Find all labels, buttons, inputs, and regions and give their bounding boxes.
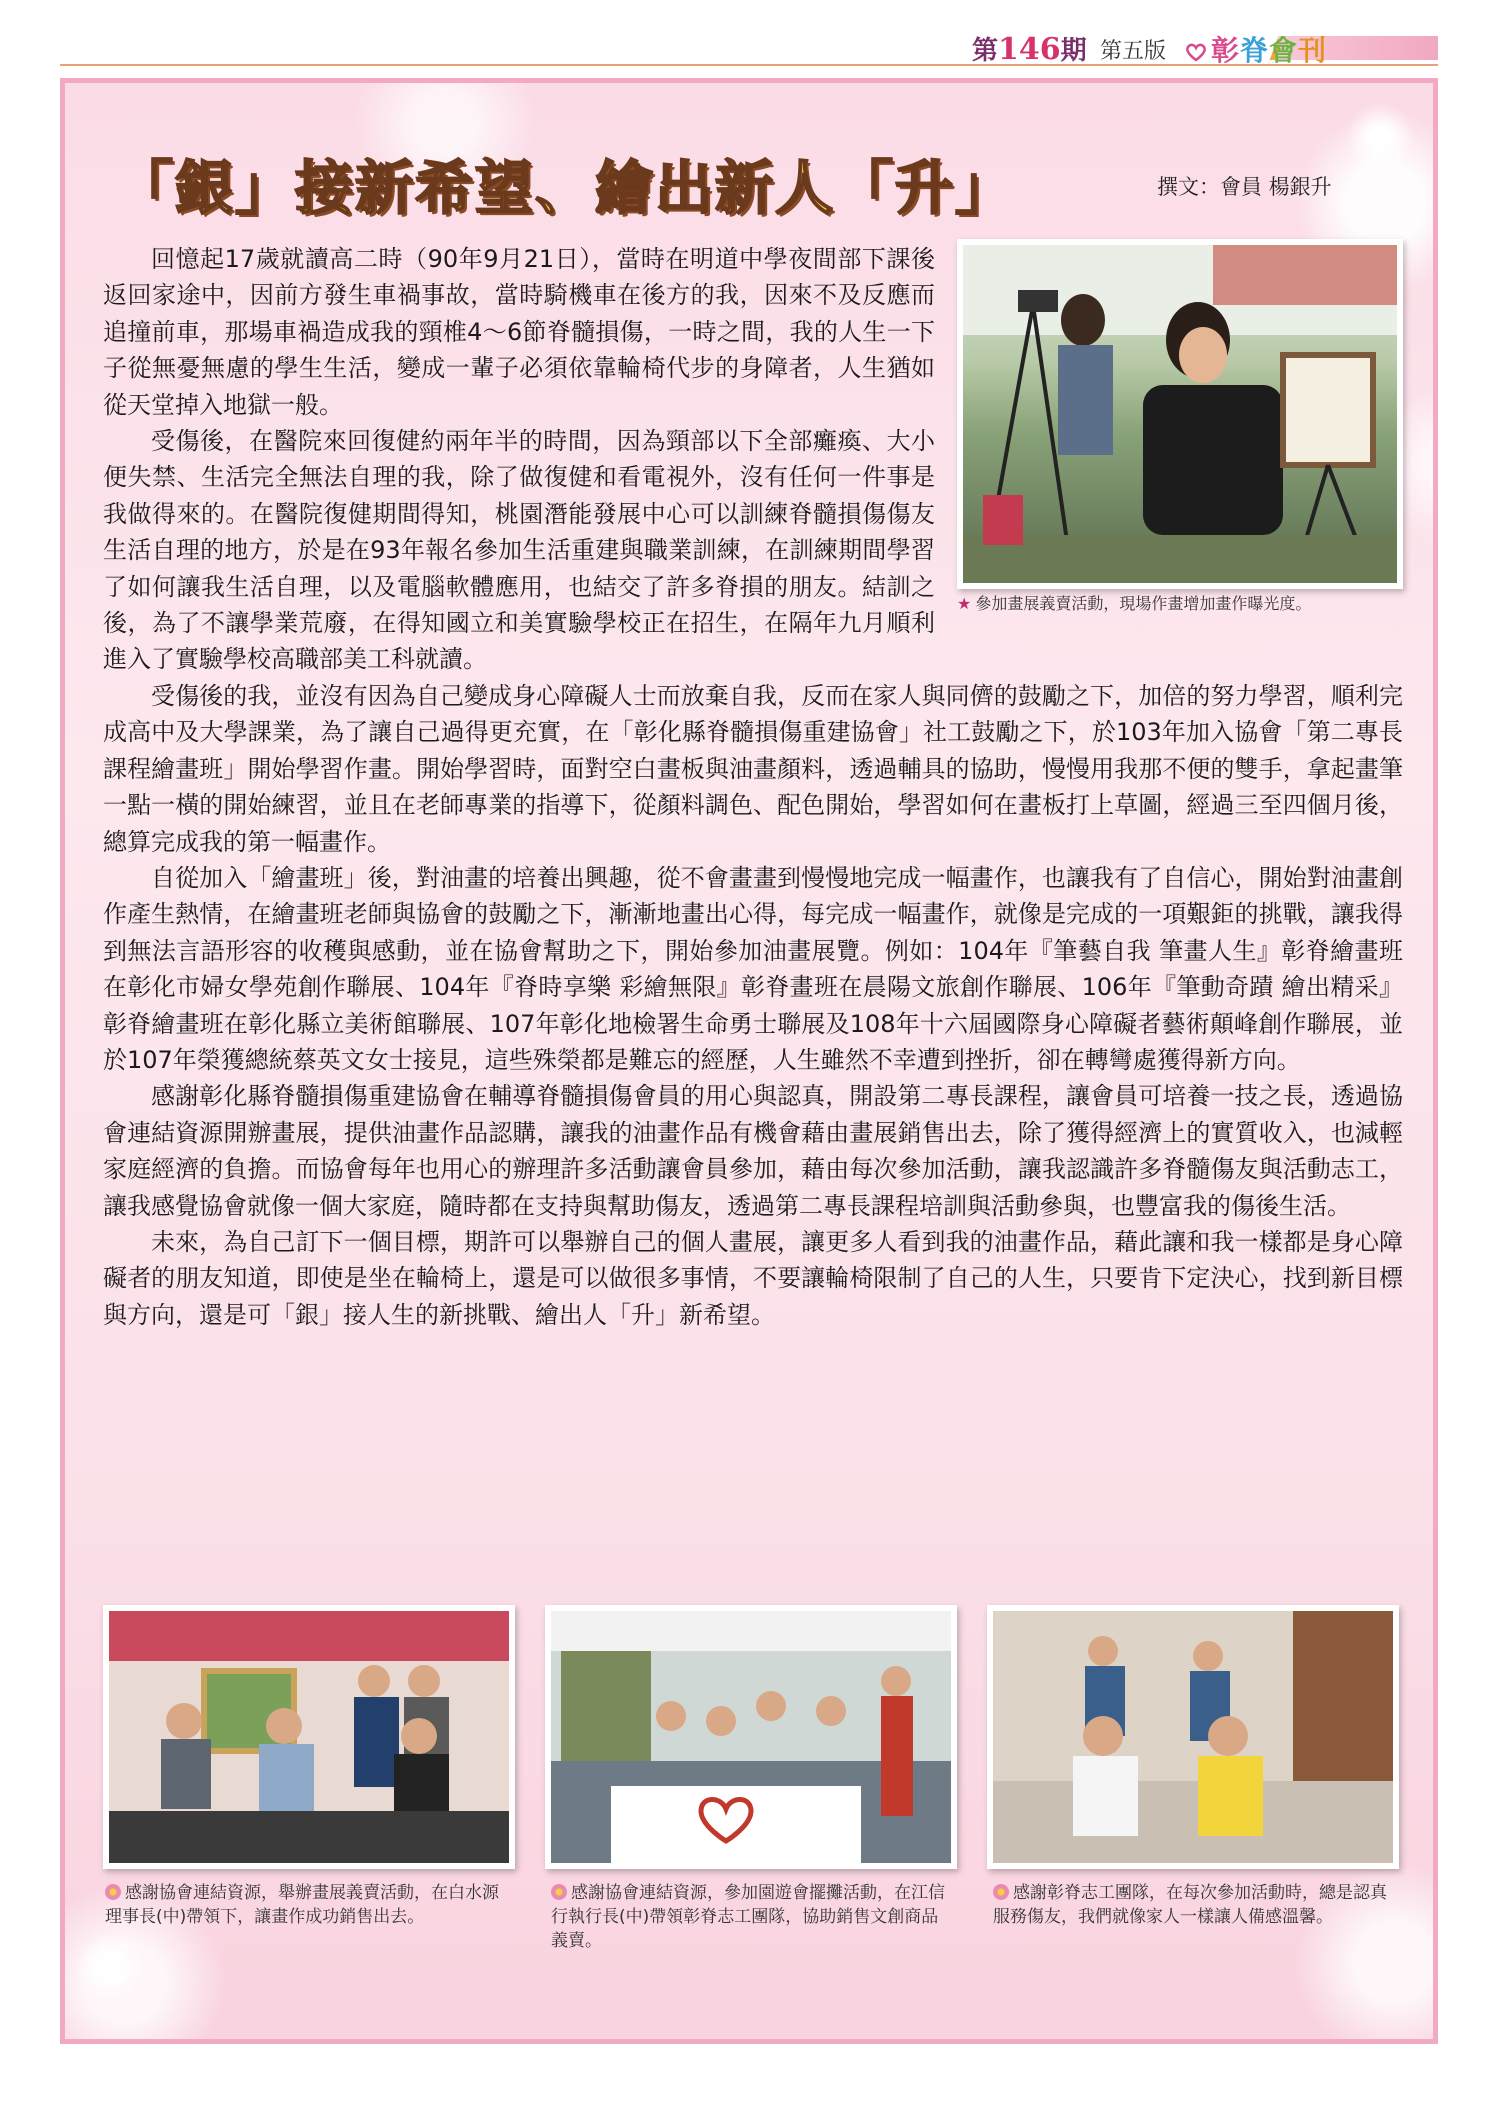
main-photo-caption: [957, 593, 1403, 615]
bottom-caption-1-text: 感謝協會連結資源，舉辦畫展義賣活動，在白水源理事長(中)帶領下，讓畫作成功銷售出去。: [105, 1883, 499, 1927]
article-byline: 撰文：會員 楊銀升: [1157, 175, 1332, 199]
paragraph: 受傷後的我，並沒有因為自己變成身心障礙人士而放棄自我，反而在家人與同儕的鼓勵之下，加倍的努力學習，順利完成高中及大學課業，為了讓自己過得更充實，在「彰化縣脊髓損傷重建協會」社工鼓勵之下，於103年加入協會「第二專長課程繪畫班」開始學習作畫。開始學習時，面對空白畫板與油畫顏料，透過輔具的協助，慢慢用我那不便的雙手，拿起畫筆一點一橫的開始練習，並且在老師專業的指導下，從顏料調色、配色開始，學習如何在畫板打上草圖，經過三至四個月後，總算完成我的第一幅畫作。: [103, 681, 1403, 856]
heart-logo-icon: [1185, 42, 1207, 62]
main-caption-text: 參加畫展義賣活動，現場作畫增加畫作曝光度。: [975, 594, 1312, 613]
article-body: [103, 241, 1403, 1333]
journal-char-2: 脊: [1240, 34, 1270, 67]
issue-num: 146: [998, 32, 1061, 67]
paragraph: 感謝彰化縣脊髓損傷重建協會在輔導脊髓損傷會員的用心與認真，開設第二專長課程，讓會員可培養一技之長，透過協會連結資源開辦畫展，提供油畫作品認購，讓我的油畫作品有機會藉由畫展銷售出去，除了獲得經濟上的實質收入，也減輕家庭經濟的負擔。而協會每年也用心的辦理許多活動讓會員參加，藉由每次參加活動，讓我認識許多脊髓傷友與活動志工，讓我感覺協會就像一個大家庭，隨時都在支持與幫助傷友，透過第二專長課程培訓與活動參與，也豐富我的傷後生活。: [103, 1082, 1403, 1220]
journal-char-4: 刊: [1298, 34, 1328, 67]
volunteer-photo-illustration: [993, 1611, 1393, 1863]
edition-label: 第五版: [1100, 39, 1167, 64]
flower-bullet-icon: [105, 1884, 121, 1900]
bottom-photo-2-image: [551, 1611, 951, 1863]
article-title: 「銀」接新希望、繪出新人「升」: [115, 154, 1016, 222]
journal-char-3: 會: [1269, 34, 1299, 67]
bottom-caption-2: [551, 1881, 951, 1953]
main-photo-image: [963, 245, 1397, 583]
paragraph: 未來，為自己訂下一個目標，期許可以舉辦自己的個人畫展，讓更多人看到我的油畫作品，藉此讓和我一樣都是身心障礙者的朋友知道，即使是坐在輪椅上，還是可以做很多事情，不要讓輪椅限制了自己的人生，只要肯下定決心，找到新目標與方向，還是可「銀」接人生的新挑戰、繪出人「升」新希望。: [103, 1227, 1403, 1329]
bottom-photo-3-image: [993, 1611, 1393, 1863]
bottom-photo-1: [103, 1605, 515, 1869]
paragraph: 受傷後，在醫院來回復健約兩年半的時間，因為頸部以下全部癱瘓、大小便失禁、生活完全無法自理的我，除了做復健和看電視外，沒有任何一件事是我做得來的。在醫院復健期間得知，桃園潛能發展中心可以訓練脊髓損傷傷友生活自理的地方，於是在93年報名參加生活重建與職業訓練，在訓練期間學習了如何讓我生活自理，以及電腦軟體應用，也結交了許多脊損的朋友。結訓之後，為了不讓學業荒廢，在得知國立和美實驗學校正在招生，在隔年九月順利進入了實驗學校高職部美工科就讀。: [103, 427, 935, 674]
bottom-photo-3: [987, 1605, 1399, 1869]
flower-bullet-icon: [993, 1884, 1009, 1900]
paragraph: 回憶起17歲就讀高二時（90年9月21日），當時在明道中學夜間部下課後返回家途中，因前方發生車禍事故，當時騎機車在後方的我，因來不及反應而追撞前車，那場車禍造成我的頸椎4～6節脊髓損傷，一時之間，我的人生一下子從無憂無慮的學生生活，變成一輩子必須依靠輪椅代步的身障者，人生猶如從天堂掉入地獄一般。: [103, 245, 935, 419]
sakura-decoration: [75, 1933, 145, 2003]
page-header: [60, 28, 1438, 66]
bottom-caption-3: [993, 1881, 1393, 1929]
issue-number: [972, 30, 1087, 67]
issue-suffix: 期: [1060, 36, 1087, 66]
article-frame: [60, 78, 1438, 2044]
bottom-caption-2-text: 感謝協會連結資源，參加園遊會擺攤活動，在江信行執行長(中)帶領彰脊志工團隊，協助銷售文創商品義賣。: [551, 1883, 945, 1951]
group-photo-illustration: [109, 1611, 509, 1863]
bottom-photo-2: [545, 1605, 957, 1869]
issue-prefix: 第: [972, 36, 999, 66]
main-photo: [957, 239, 1403, 589]
star-icon: ★: [957, 594, 972, 613]
bottom-caption-3-text: 感謝彰脊志工團隊，在每次參加活動時，總是認真服務傷友，我們就像家人一樣讓人備感溫馨。: [993, 1883, 1387, 1927]
paragraph: 自從加入「繪畫班」後，對油畫的培養出興趣，從不會畫畫到慢慢地完成一幅畫作，也讓我有了自信心，開始對油畫創作產生熱情，在繪畫班老師與協會的鼓勵之下，漸漸地畫出心得，每完成一幅畫作，就像是完成的一項艱鉅的挑戰，讓我得到無法言語形容的收穫與感動，並在協會幫助之下，開始參加油畫展覽。例如：104年『筆藝自我 筆畫人生』彰脊繪畫班在彰化市婦女學苑創作聯展、104年『脊時享樂 彩繪無限』彰脊畫班在晨陽文旅創作聯展、106年『筆動奇蹟 繪出精采』彰脊繪畫班在彰化縣立美術館聯展、107年彰化地檢署生命勇士聯展及108年十六屆國際身心障礙者藝術顛峰創作聯展，並於107年榮獲總統蔡英文女士接見，這些殊榮都是難忘的經歷，人生雖然不幸遭到挫折，卻在轉彎處獲得新方向。: [103, 863, 1403, 1074]
flower-bullet-icon: [551, 1884, 567, 1900]
journal-logo: [1185, 29, 1327, 69]
journal-char-1: 彰: [1211, 34, 1241, 67]
bottom-caption-1: [105, 1881, 505, 1929]
booth-photo-illustration: [551, 1611, 951, 1863]
painting-scene-illustration: [963, 245, 1397, 583]
bottom-photo-1-image: [109, 1611, 509, 1863]
sakura-decoration: [1345, 103, 1415, 173]
